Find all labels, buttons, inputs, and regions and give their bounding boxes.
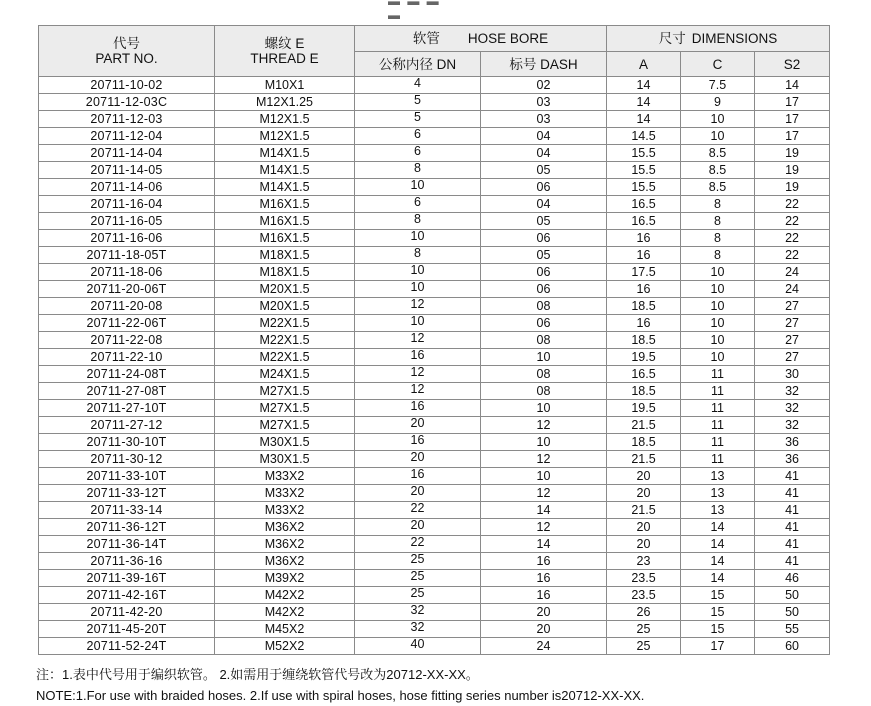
cell-dn: 8 [355,162,481,179]
table-row [39,213,830,230]
cell-dn: 20 [355,485,481,502]
cell-thread: M42X2 [215,604,355,621]
cell-c: 10 [681,111,755,128]
cell-s2: 41 [755,502,830,519]
table-row [39,604,830,621]
cell-dn: 4 [355,77,481,94]
cell-part-no: 20711-45-20T [39,621,215,638]
cell-thread: M12X1.5 [215,128,355,145]
cell-thread: M14X1.5 [215,179,355,196]
cell-s2: 22 [755,196,830,213]
cell-dash: 12 [481,451,607,468]
cell-dash: 06 [481,264,607,281]
cell-c: 10 [681,281,755,298]
cell-dn: 6 [355,145,481,162]
cell-thread: M27X1.5 [215,400,355,417]
cell-part-no: 20711-16-04 [39,196,215,213]
cell-dash: 05 [481,247,607,264]
cell-dn: 12 [355,383,481,400]
header-dash: 标号 DASH [481,52,607,77]
cell-dash: 04 [481,196,607,213]
cell-dn: 10 [355,281,481,298]
cell-thread: M14X1.5 [215,145,355,162]
cell-thread: M20X1.5 [215,281,355,298]
table-row [39,621,830,638]
cell-c: 15 [681,587,755,604]
cell-dn: 10 [355,230,481,247]
cell-part-no: 20711-20-06T [39,281,215,298]
cell-a: 16.5 [607,196,681,213]
header-hose-bore: 软管 HOSE BORE [355,26,607,52]
cell-part-no: 20711-33-12T [39,485,215,502]
cell-a: 15.5 [607,179,681,196]
cell-c: 8 [681,230,755,247]
cell-thread: M27X1.5 [215,383,355,400]
cell-dn: 25 [355,587,481,604]
cell-thread: M22X1.5 [215,349,355,366]
table-row [39,570,830,587]
cell-part-no: 20711-39-16T [39,570,215,587]
cell-part-no: 20711-36-16 [39,553,215,570]
header-s2: S2 [755,52,830,77]
cell-c: 11 [681,417,755,434]
table-row [39,417,830,434]
cell-c: 14 [681,553,755,570]
cell-dn: 10 [355,315,481,332]
cell-s2: 41 [755,536,830,553]
cell-s2: 17 [755,111,830,128]
cell-a: 20 [607,468,681,485]
cell-thread: M12X1.25 [215,94,355,111]
cell-thread: M30X1.5 [215,451,355,468]
cell-thread: M27X1.5 [215,417,355,434]
cell-dn: 40 [355,638,481,655]
cell-dn: 20 [355,519,481,536]
cell-dash: 12 [481,485,607,502]
cell-dn: 6 [355,196,481,213]
cell-a: 19.5 [607,400,681,417]
cell-a: 20 [607,485,681,502]
table-row [39,332,830,349]
cell-dn: 5 [355,111,481,128]
cell-c: 7.5 [681,77,755,94]
cell-dn: 32 [355,604,481,621]
table-row [39,434,830,451]
cell-a: 18.5 [607,434,681,451]
cell-c: 8 [681,213,755,230]
cell-part-no: 20711-18-06 [39,264,215,281]
cell-a: 15.5 [607,145,681,162]
cell-thread: M18X1.5 [215,264,355,281]
cell-c: 14 [681,536,755,553]
cell-s2: 50 [755,604,830,621]
cell-part-no: 20711-42-20 [39,604,215,621]
cell-a: 23.5 [607,570,681,587]
cell-thread: M36X2 [215,536,355,553]
cell-dash: 03 [481,94,607,111]
cell-part-no: 20711-27-12 [39,417,215,434]
cell-dn: 20 [355,417,481,434]
cell-dash: 08 [481,332,607,349]
cell-dash: 02 [481,77,607,94]
cell-s2: 36 [755,434,830,451]
cell-c: 10 [681,264,755,281]
cell-part-no: 20711-42-16T [39,587,215,604]
cell-s2: 24 [755,264,830,281]
cell-dash: 06 [481,281,607,298]
cell-a: 16 [607,315,681,332]
table-row [39,485,830,502]
cell-c: 17 [681,638,755,655]
cell-part-no: 20711-24-08T [39,366,215,383]
cell-part-no: 20711-14-04 [39,145,215,162]
cell-part-no: 20711-27-08T [39,383,215,400]
table-row [39,315,830,332]
cell-c: 8.5 [681,179,755,196]
cell-dn: 16 [355,434,481,451]
cell-dn: 8 [355,247,481,264]
cell-a: 18.5 [607,298,681,315]
table-row [39,145,830,162]
cell-dash: 16 [481,570,607,587]
cell-part-no: 20711-16-05 [39,213,215,230]
cell-dn: 10 [355,179,481,196]
cell-a: 16 [607,247,681,264]
cell-thread: M20X1.5 [215,298,355,315]
cell-c: 10 [681,315,755,332]
cell-part-no: 20711-16-06 [39,230,215,247]
notes [36,664,644,706]
cell-part-no: 20711-12-03C [39,94,215,111]
table-row [39,451,830,468]
cell-dn: 22 [355,502,481,519]
cell-dash: 10 [481,349,607,366]
cell-part-no: 20711-36-12T [39,519,215,536]
table-row [39,247,830,264]
cell-thread: M52X2 [215,638,355,655]
table-row [39,553,830,570]
cell-s2: 27 [755,315,830,332]
cell-c: 13 [681,468,755,485]
cell-s2: 60 [755,638,830,655]
cell-s2: 41 [755,468,830,485]
cell-dash: 08 [481,366,607,383]
cell-c: 13 [681,485,755,502]
table-row [39,179,830,196]
cell-a: 21.5 [607,417,681,434]
cell-part-no: 20711-30-10T [39,434,215,451]
cell-thread: M36X2 [215,519,355,536]
cell-a: 23.5 [607,587,681,604]
cell-dash: 12 [481,519,607,536]
cell-part-no: 20711-20-08 [39,298,215,315]
table-row [39,638,830,655]
top-cropped-mark: ▬ ▬ ▬ ▬ [388,0,441,22]
cell-a: 14 [607,94,681,111]
cell-part-no: 20711-18-05T [39,247,215,264]
cell-dn: 16 [355,468,481,485]
cell-part-no: 20711-12-03 [39,111,215,128]
cell-dn: 25 [355,553,481,570]
cell-thread: M33X2 [215,468,355,485]
table-row [39,366,830,383]
table-row [39,298,830,315]
cell-s2: 22 [755,247,830,264]
cell-s2: 19 [755,145,830,162]
table-row [39,77,830,94]
cell-thread: M22X1.5 [215,315,355,332]
cell-part-no: 20711-22-10 [39,349,215,366]
cell-s2: 50 [755,587,830,604]
cell-a: 15.5 [607,162,681,179]
cell-s2: 55 [755,621,830,638]
cell-a: 18.5 [607,332,681,349]
header-dn: 公称内径 DN [355,52,481,77]
cell-dash: 12 [481,417,607,434]
cell-part-no: 20711-30-12 [39,451,215,468]
header-part-no: 代号 PART NO. [39,26,215,77]
cell-dn: 6 [355,128,481,145]
cell-s2: 41 [755,519,830,536]
cell-part-no: 20711-33-14 [39,502,215,519]
cell-dash: 03 [481,111,607,128]
cell-dash: 14 [481,536,607,553]
cell-dn: 12 [355,332,481,349]
cell-s2: 27 [755,349,830,366]
cell-c: 14 [681,570,755,587]
cell-dash: 08 [481,298,607,315]
cell-dn: 8 [355,213,481,230]
cell-dash: 24 [481,638,607,655]
cell-s2: 19 [755,179,830,196]
cell-s2: 22 [755,230,830,247]
header-dimensions: 尺寸 DIMENSIONS [607,26,830,52]
table-row [39,468,830,485]
cell-dn: 5 [355,94,481,111]
cell-a: 16 [607,281,681,298]
cell-part-no: 20711-10-02 [39,77,215,94]
cell-c: 11 [681,434,755,451]
cell-thread: M16X1.5 [215,196,355,213]
cell-thread: M42X2 [215,587,355,604]
cell-a: 14 [607,77,681,94]
cell-c: 15 [681,604,755,621]
cell-dn: 12 [355,366,481,383]
cell-thread: M24X1.5 [215,366,355,383]
cell-thread: M10X1 [215,77,355,94]
header-thread: 螺纹 E THREAD E [215,26,355,77]
cell-c: 9 [681,94,755,111]
note-zh: 注：1.表中代号用于编织软管。 2.如需用于缠绕软管代号改为20712-XX-XX。 [36,667,479,682]
cell-part-no: 20711-27-10T [39,400,215,417]
header-a: A [607,52,681,77]
cell-dash: 06 [481,230,607,247]
cell-part-no: 20711-22-08 [39,332,215,349]
cell-dash: 16 [481,587,607,604]
cell-part-no: 20711-33-10T [39,468,215,485]
cell-thread: M14X1.5 [215,162,355,179]
cell-dash: 10 [481,434,607,451]
cell-a: 20 [607,519,681,536]
table-row [39,196,830,213]
cell-s2: 32 [755,383,830,400]
cell-c: 10 [681,298,755,315]
cell-a: 16.5 [607,213,681,230]
cell-a: 19.5 [607,349,681,366]
cell-thread: M18X1.5 [215,247,355,264]
cell-s2: 19 [755,162,830,179]
cell-a: 20 [607,536,681,553]
cell-dash: 04 [481,128,607,145]
cell-dash: 20 [481,604,607,621]
cell-s2: 41 [755,553,830,570]
cell-thread: M12X1.5 [215,111,355,128]
cell-dn: 22 [355,536,481,553]
cell-c: 11 [681,400,755,417]
cell-s2: 27 [755,332,830,349]
cell-c: 8.5 [681,162,755,179]
cell-part-no: 20711-12-04 [39,128,215,145]
cell-c: 11 [681,366,755,383]
cell-thread: M33X2 [215,485,355,502]
cell-dash: 10 [481,468,607,485]
cell-s2: 24 [755,281,830,298]
cell-thread: M16X1.5 [215,213,355,230]
cell-a: 14.5 [607,128,681,145]
cell-dash: 05 [481,162,607,179]
spec-table [38,25,830,655]
cell-c: 13 [681,502,755,519]
cell-a: 21.5 [607,502,681,519]
header-c: C [681,52,755,77]
table-row [39,94,830,111]
note-en: NOTE:1.For use with braided hoses. 2.If use with spiral hoses, hose fitting series number is20712-XX-XX. [36,688,645,703]
cell-thread: M30X1.5 [215,434,355,451]
cell-c: 8 [681,196,755,213]
cell-a: 16.5 [607,366,681,383]
cell-a: 17.5 [607,264,681,281]
table-row [39,519,830,536]
table-row [39,230,830,247]
table-row [39,264,830,281]
cell-dash: 20 [481,621,607,638]
cell-s2: 41 [755,485,830,502]
cell-dn: 20 [355,451,481,468]
cell-thread: M22X1.5 [215,332,355,349]
cell-s2: 14 [755,77,830,94]
cell-c: 10 [681,332,755,349]
cell-part-no: 20711-14-06 [39,179,215,196]
cell-thread: M45X2 [215,621,355,638]
table-row [39,111,830,128]
cell-a: 16 [607,230,681,247]
cell-s2: 46 [755,570,830,587]
cell-s2: 32 [755,400,830,417]
cell-part-no: 20711-14-05 [39,162,215,179]
cell-dn: 10 [355,264,481,281]
cell-s2: 17 [755,94,830,111]
cell-dash: 05 [481,213,607,230]
cell-dn: 16 [355,400,481,417]
cell-a: 25 [607,621,681,638]
cell-dash: 16 [481,553,607,570]
cell-dash: 06 [481,179,607,196]
cell-c: 11 [681,383,755,400]
cell-c: 15 [681,621,755,638]
cell-c: 14 [681,519,755,536]
cell-c: 8 [681,247,755,264]
cell-c: 10 [681,128,755,145]
cell-dash: 14 [481,502,607,519]
cell-s2: 32 [755,417,830,434]
cell-s2: 27 [755,298,830,315]
cell-dash: 06 [481,315,607,332]
cell-a: 26 [607,604,681,621]
cell-part-no: 20711-52-24T [39,638,215,655]
table-row [39,502,830,519]
table-row [39,349,830,366]
cell-s2: 17 [755,128,830,145]
cell-part-no: 20711-22-06T [39,315,215,332]
cell-c: 11 [681,451,755,468]
table-row [39,400,830,417]
cell-c: 10 [681,349,755,366]
cell-s2: 30 [755,366,830,383]
cell-thread: M39X2 [215,570,355,587]
cell-dn: 25 [355,570,481,587]
cell-dash: 10 [481,400,607,417]
cell-dn: 32 [355,621,481,638]
table-row [39,162,830,179]
cell-s2: 36 [755,451,830,468]
table-row [39,536,830,553]
table-row [39,587,830,604]
cell-a: 23 [607,553,681,570]
cell-dn: 12 [355,298,481,315]
cell-dash: 04 [481,145,607,162]
cell-s2: 22 [755,213,830,230]
cell-c: 8.5 [681,145,755,162]
table-row [39,383,830,400]
cell-thread: M33X2 [215,502,355,519]
cell-part-no: 20711-36-14T [39,536,215,553]
cell-a: 25 [607,638,681,655]
cell-a: 18.5 [607,383,681,400]
cell-thread: M36X2 [215,553,355,570]
cell-a: 14 [607,111,681,128]
table-body [39,77,830,655]
cell-a: 21.5 [607,451,681,468]
cell-dash: 08 [481,383,607,400]
table-row [39,281,830,298]
cell-thread: M16X1.5 [215,230,355,247]
table-row [39,128,830,145]
cell-dn: 16 [355,349,481,366]
